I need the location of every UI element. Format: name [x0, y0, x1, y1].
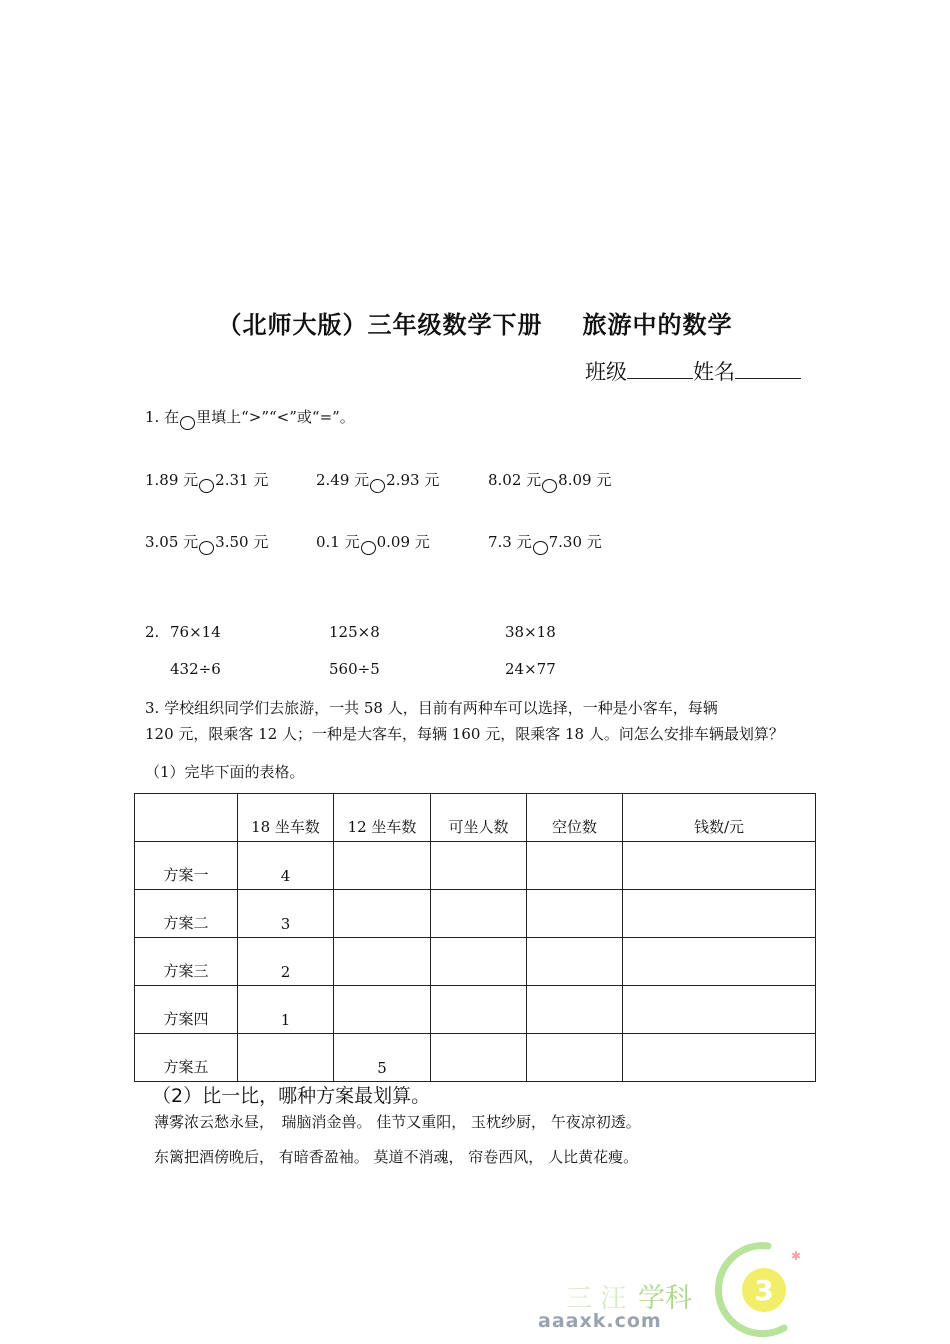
answer-circle-icon: [199, 541, 214, 555]
table-cell[interactable]: [623, 890, 816, 938]
q2-item: 76×14: [170, 623, 221, 641]
table-cell: 方案四: [135, 986, 238, 1034]
q2-item: 560÷5: [329, 660, 380, 678]
q1-item: [316, 469, 439, 493]
name-blank: [735, 358, 801, 379]
table-header-cell: 18 坐车数: [238, 794, 334, 842]
table-cell[interactable]: [431, 842, 527, 890]
q1-item-right: 2.93 元: [386, 471, 440, 489]
table-cell[interactable]: [527, 986, 623, 1034]
table-cell[interactable]: [431, 1034, 527, 1082]
table-cell[interactable]: [238, 1034, 334, 1082]
table-cell: 4: [238, 842, 334, 890]
q1-item: [145, 469, 268, 493]
table-cell: 方案一: [135, 842, 238, 890]
q3-sub1: （1）完毕下面的表格。: [145, 763, 305, 781]
table-row: [135, 1034, 816, 1082]
table-cell[interactable]: [527, 890, 623, 938]
watermark-badge-number: 3: [754, 1274, 774, 1307]
table-row: [135, 986, 816, 1034]
watermark-pale-glyphs: 三 汪: [566, 1284, 627, 1314]
table-header-cell: [135, 794, 238, 842]
answer-circle-icon: [542, 479, 557, 493]
answer-circle-icon: [180, 416, 195, 430]
table-cell: 5: [334, 1034, 431, 1082]
q1-item-left: 2.49 元: [316, 471, 370, 489]
table-header-cell: 12 坐车数: [334, 794, 431, 842]
q1-instruction: [145, 406, 355, 430]
table-row: [135, 890, 816, 938]
table-cell[interactable]: [527, 842, 623, 890]
table-cell: 方案二: [135, 890, 238, 938]
q3-text-line1: 3. 学校组织同学们去旅游，一共 58 人，目前有两种车可以选择，一种是小客车，每辆: [145, 699, 718, 717]
q1-item-right: 3.50 元: [215, 533, 269, 551]
q1-item-left: 1.89 元: [145, 471, 199, 489]
q2-item: 38×18: [505, 623, 556, 641]
table-cell[interactable]: [431, 986, 527, 1034]
q2-item: 24×77: [505, 660, 556, 678]
table-cell: 1: [238, 986, 334, 1034]
title-right: 旅游中的数学: [582, 311, 733, 339]
table-cell[interactable]: [334, 938, 431, 986]
table-cell[interactable]: [527, 938, 623, 986]
table-cell[interactable]: [334, 842, 431, 890]
table-cell: 2: [238, 938, 334, 986]
q3-text-line2: 120 元，限乘客 12 人；一种是大客车，每辆 160 元，限乘客 18 人。问怎么安排车辆最划算？: [145, 725, 784, 743]
q1-item-left: 3.05 元: [145, 533, 199, 551]
title-left: （北师大版）三年级数学下册: [217, 311, 543, 339]
q1-item: [145, 531, 268, 555]
svg-text:✱: ✱: [790, 1249, 802, 1263]
table-cell[interactable]: [334, 890, 431, 938]
q2-item: 432÷6: [170, 660, 221, 678]
table-cell[interactable]: [623, 1034, 816, 1082]
table-cell: 方案三: [135, 938, 238, 986]
table-cell: 3: [238, 890, 334, 938]
watermark-logo: [538, 1238, 808, 1338]
q1-item-left: 7.3 元: [488, 533, 532, 551]
table-cell[interactable]: [431, 890, 527, 938]
q1-item-left: 0.1 元: [316, 533, 360, 551]
table-cell[interactable]: [623, 938, 816, 986]
q1-item: [316, 531, 430, 555]
class-label: 班级: [585, 360, 627, 384]
poem-line-1: 薄雾浓云愁永昼， 瑞脑消金兽。 佳节又重阳， 玉枕纱厨， 午夜凉初透。: [154, 1113, 641, 1131]
table-header-row: [135, 794, 816, 842]
q1-item-right: 2.31 元: [215, 471, 269, 489]
table-header-cell: 空位数: [527, 794, 623, 842]
q2-number: 2.: [145, 623, 160, 641]
q1-item-right: 8.09 元: [558, 471, 612, 489]
poem-line-2: 东篱把酒傍晚后， 有暗香盈袖。 莫道不消魂， 帘卷西风， 人比黄花瘦。: [154, 1148, 639, 1166]
table-cell[interactable]: [527, 1034, 623, 1082]
q1-item-left: 8.02 元: [488, 471, 542, 489]
table-cell: 方案五: [135, 1034, 238, 1082]
answer-circle-icon: [361, 541, 376, 555]
class-name-line: [585, 356, 801, 386]
q1-item: [488, 469, 611, 493]
watermark-url: aaaxk.com: [538, 1310, 662, 1332]
watermark-badge-icon: [706, 1238, 806, 1338]
page-title: [0, 305, 950, 340]
table-row: [135, 842, 816, 890]
q1-suffix: 里填上“>”“<”或“=”。: [196, 408, 355, 426]
answer-circle-icon: [370, 479, 385, 493]
table-header-cell: 可坐人数: [431, 794, 527, 842]
table-header-cell: 钱数/元: [623, 794, 816, 842]
q1-prefix: 1. 在: [145, 408, 180, 426]
watermark-text: 学科: [638, 1283, 692, 1314]
answer-circle-icon: [199, 479, 214, 493]
table-cell[interactable]: [623, 842, 816, 890]
answer-circle-icon: [533, 541, 548, 555]
q1-item-right: 0.09 元: [376, 533, 430, 551]
table-cell[interactable]: [334, 986, 431, 1034]
q1-item-right: 7.30 元: [548, 533, 602, 551]
table-cell[interactable]: [431, 938, 527, 986]
class-blank: [627, 358, 693, 379]
q1-item: [488, 531, 602, 555]
name-label: 姓名: [693, 360, 735, 384]
plan-table: [134, 793, 816, 1082]
table-cell[interactable]: [623, 986, 816, 1034]
table-row: [135, 938, 816, 986]
q2-item: 125×8: [329, 623, 380, 641]
q3-sub2: （2）比一比，哪种方案最划算。: [152, 1085, 431, 1107]
